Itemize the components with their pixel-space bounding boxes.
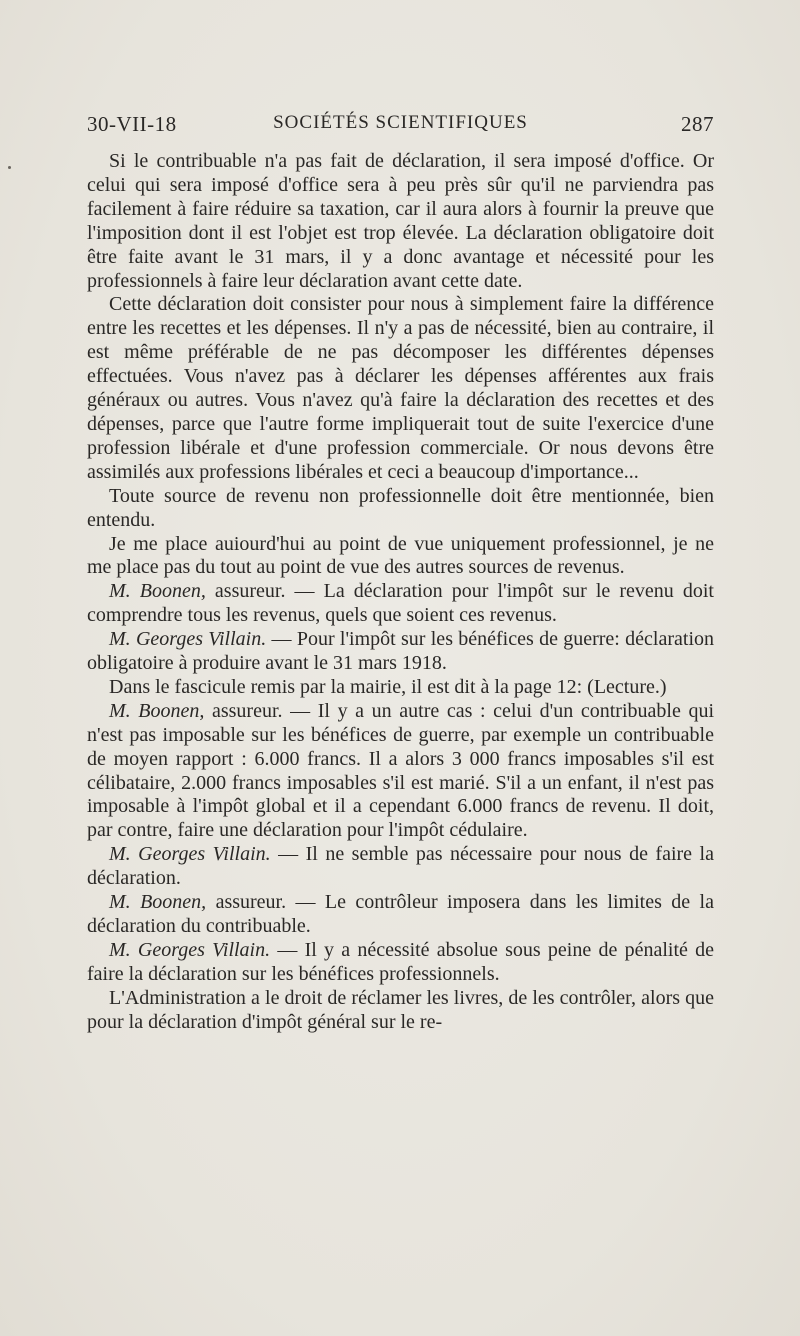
paragraph-text: Dans le fascicule remis par la mairie, il est dit à la page 12: (Lecture.) xyxy=(109,675,667,698)
paragraph-text: assureur. — Il y a un autre cas : celui d'un contribuable qui n'est pas imposable sur les bénéfices de guerre, par exemple un contribuable de moyen rapport : 6.000 francs. Il a alors 3 000 francs imposables s'il est célibataire, 2.000 francs imposables s'il est marié. S'il a un enfant, il n'est pas imposable à l'impôt global et il a cependant 6.000 francs de revenu. Il doit, par contre, faire une déclaration pour l'impôt cédulaire. xyxy=(87,699,714,842)
body-text xyxy=(87,150,714,1035)
speaker-name: M. Georges Villain. xyxy=(109,938,271,961)
paragraph-text: — Il ne semble pas nécessaire pour nous de faire la déclaration. xyxy=(87,843,714,890)
running-title: SOCIÉTÉS SCIENTIFIQUES xyxy=(273,112,528,133)
speaker-name: M. Georges Villain. xyxy=(109,843,271,866)
paragraph xyxy=(87,939,714,987)
paragraph xyxy=(87,891,714,939)
paragraph-text: — Il y a nécessité absolue sous peine de pénalité de faire la déclaration sur les bénéfices professionnels. xyxy=(87,938,714,985)
paragraph-text: L'Administration a le droit de réclamer les livres, de les contrôler, alors que pour la déclaration d'impôt général sur le re- xyxy=(87,986,714,1033)
paragraph xyxy=(87,987,714,1035)
page-number: 287 xyxy=(681,112,714,136)
paragraph-text: Si le contribuable n'a pas fait de déclaration, il sera imposé d'office. Or celui qui sera imposé d'office sera à peu près sûr qu'il ne parviendra pas facilement à faire réduire sa taxation, car il aura alors à fournir la preuve que l'imposition dont il est l'objet est trop élevée. La déclaration obligatoire doit être faite avant le 31 mars, il y a donc avantage et nécessité pour les professionnels à faire leur déclaration avant cette date. xyxy=(87,150,714,292)
running-header xyxy=(87,112,714,142)
speaker-name: M. Boonen, xyxy=(109,891,207,914)
paragraph xyxy=(87,700,714,843)
speaker-name: M. Boonen, xyxy=(109,580,206,603)
paragraph-text: Toute source de revenu non professionnelle doit être mentionnée, bien entendu. xyxy=(87,484,714,531)
paragraph-text: Cette déclaration doit consister pour nous à simplement faire la différence entre les recettes et les dépenses. Il n'y a pas de nécessité, bien au contraire, il est même préférable de ne pas décomposer les différentes dépenses effectuées. Vous n'avez pas à déclarer les dépenses afférentes aux frais généraux ou autres. Vous n'avez qu'à faire la déclaration des recettes et des dépenses, parce que l'autre forme impliquerait tout de suite l'exercice d'une profession libérale et d'une profession commerciale. Or nous devons être assimilés aux professions libérales et ceci a beaucoup d'importance... xyxy=(87,293,714,483)
paragraph xyxy=(87,676,714,700)
speaker-name: M. Georges Villain. xyxy=(109,628,267,651)
paragraph xyxy=(87,293,714,484)
paragraph-text: — Pour l'impôt sur les bénéfices de guerre: déclaration obligatoire à produire avant le 31 mars 1918. xyxy=(87,628,714,675)
paragraph-text: assureur. — Le contrôleur imposera dans les limites de la déclaration du contribuable. xyxy=(87,891,714,937)
paragraph xyxy=(87,843,714,891)
header-date: 30-VII-18 xyxy=(87,112,177,136)
paragraph xyxy=(87,533,714,581)
margin-mark xyxy=(8,166,11,169)
paragraph-text: assureur. — La déclaration pour l'impôt sur le revenu doit comprendre tous les revenus, quels que soient ces revenus. xyxy=(87,580,714,627)
paragraph xyxy=(87,150,714,293)
paragraph xyxy=(87,485,714,533)
paragraph xyxy=(87,628,714,676)
paragraph-text: Je me place auiourd'hui au point de vue uniquement professionnel, je ne me place pas du tout au point de vue des autres sources de revenus. xyxy=(87,532,714,579)
paragraph xyxy=(87,580,714,628)
speaker-name: M. Boonen, xyxy=(109,699,205,722)
